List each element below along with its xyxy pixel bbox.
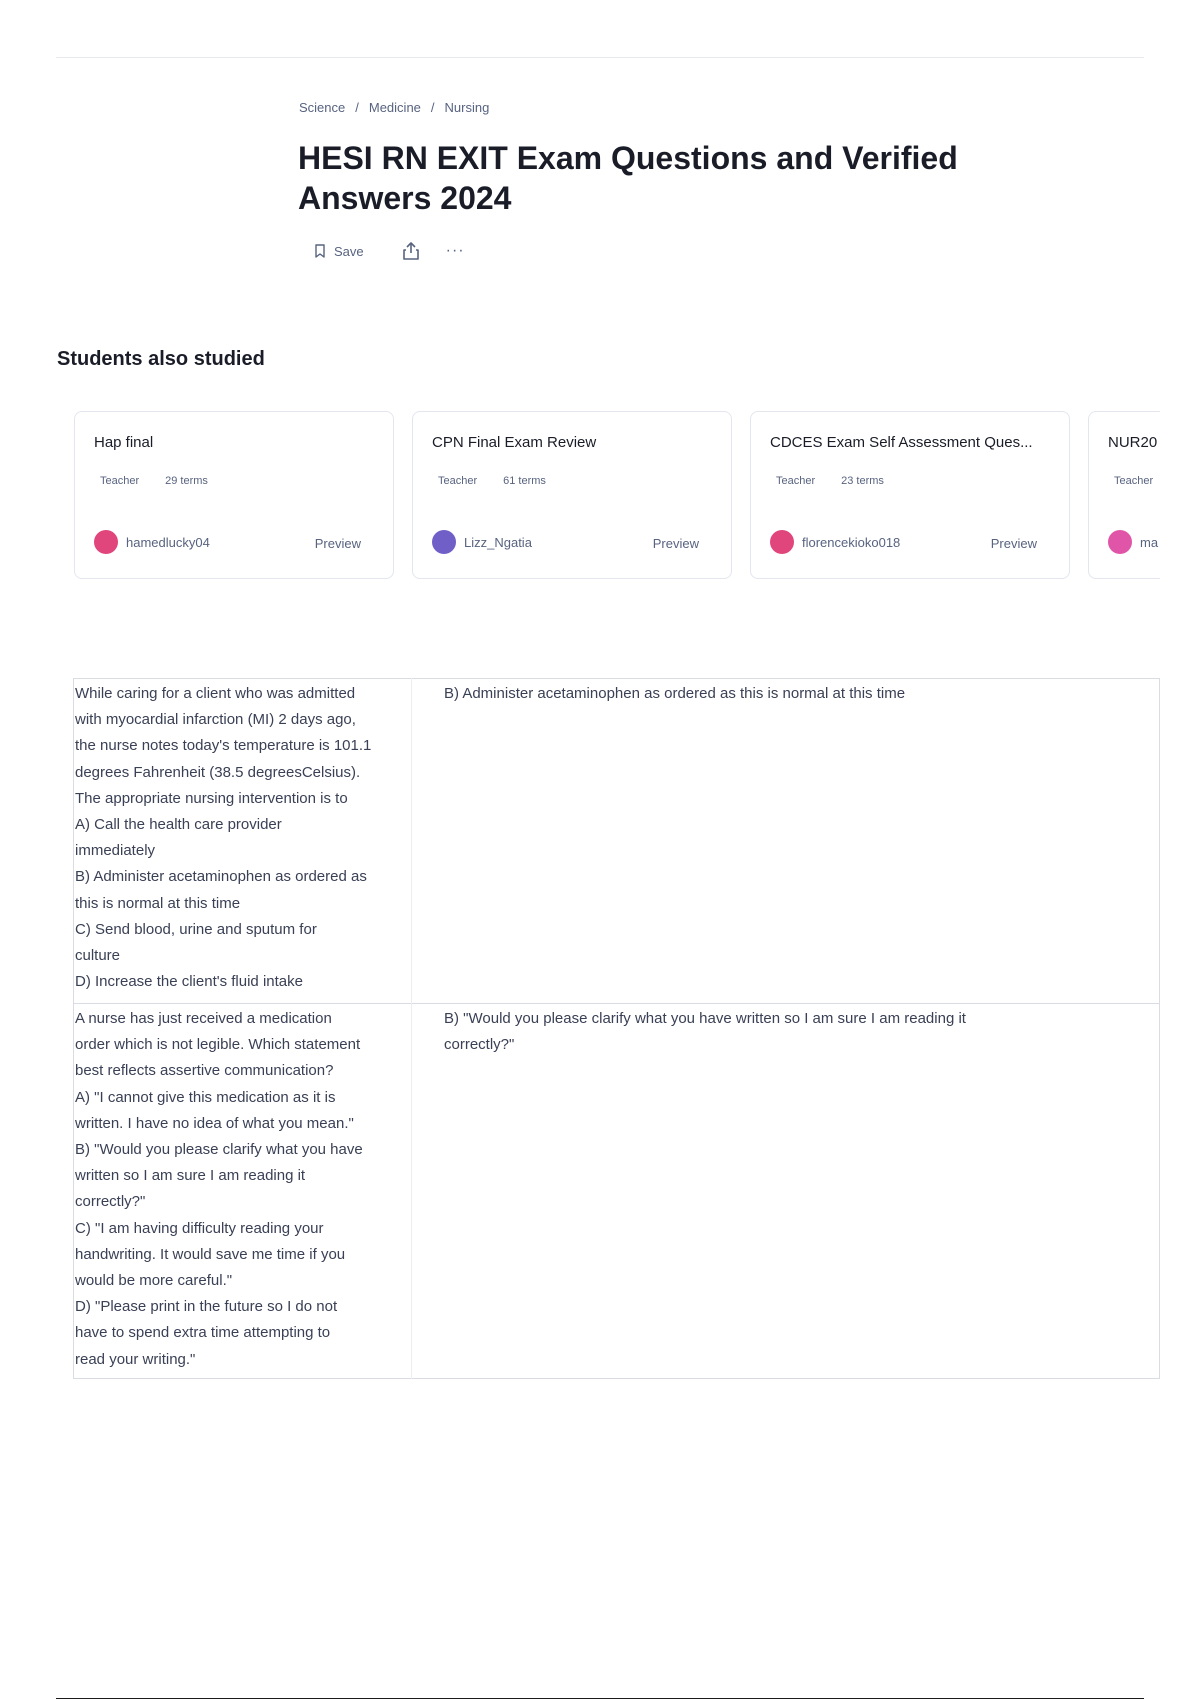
card-terms: 61 terms	[503, 475, 546, 487]
save-button[interactable]	[314, 244, 364, 259]
avatar	[770, 530, 794, 554]
card-title: NUR20	[1108, 434, 1158, 451]
breadcrumb-separator: /	[430, 100, 435, 115]
term-answer: B) "Would you please clarify what you have written so I am sure I am reading it correctly?"	[444, 1010, 966, 1054]
card-title: CPN Final Exam Review	[432, 434, 597, 451]
card-author	[94, 530, 210, 554]
avatar	[1108, 530, 1132, 554]
breadcrumb-medicine[interactable]: Medicine	[368, 100, 421, 115]
term-question: A nurse has just received a medication order which is not legible. Which statement best reflects assertive communication? A) "I cannot give this medication as it is written. I have no idea of what you mean." B) "Would you please clarify what you have written so I am sure I am reading it correctly?" C) "I am having difficulty reading your handwriting. It would save me time if you would be more careful." D) "Please print in the future so I do not have to spend extra time attempting to read your writing."	[74, 1004, 412, 1379]
students-also-studied-heading: Students also studied	[57, 348, 265, 370]
study-set-card[interactable]	[1088, 411, 1160, 579]
top-divider	[56, 57, 1144, 58]
card-meta	[100, 475, 208, 487]
study-set-carousel	[74, 411, 1160, 581]
bookmark-icon	[314, 244, 326, 258]
card-role: Teacher	[776, 475, 816, 487]
author-name[interactable]: Lizz_Ngatia	[464, 534, 532, 550]
table-row	[74, 679, 1160, 1004]
card-title: CDCES Exam Self Assessment Ques...	[770, 434, 1033, 451]
card-meta	[1114, 475, 1160, 487]
card-terms: 29 terms	[165, 475, 208, 487]
author-name[interactable]: hamedlucky04	[126, 534, 210, 550]
card-meta	[776, 475, 884, 487]
term-question: While caring for a client who was admitted with myocardial infarction (MI) 2 days ago, the nurse notes today's temperature is 101.1 degrees Fahrenheit (38.5 degreesCelsius). The appropriate nursing intervention is to A) Call the health care provider immediately B) Administer acetaminophen as ordered as this is normal at this time C) Send blood, urine and sputum for culture D) Increase the client's fluid intake	[74, 679, 412, 1004]
terms-table	[73, 678, 1160, 1379]
term-answer: B) Administer acetaminophen as ordered as this is normal at this time	[444, 685, 906, 702]
author-name[interactable]: florencekioko018	[802, 534, 901, 550]
preview-button[interactable]: Preview	[652, 536, 699, 551]
set-actions	[314, 240, 465, 262]
card-author	[432, 530, 532, 554]
page-title: HESI RN EXIT Exam Questions and Verified Answers 2024	[298, 140, 958, 216]
breadcrumb	[299, 100, 489, 115]
avatar	[94, 530, 118, 554]
table-row	[74, 1004, 1160, 1379]
breadcrumb-separator: /	[355, 100, 359, 115]
card-terms: 23 terms	[841, 475, 884, 487]
card-role: Teacher	[438, 475, 478, 487]
avatar	[432, 530, 456, 554]
card-title: Hap final	[94, 434, 154, 451]
card-author	[770, 530, 900, 554]
study-set-card[interactable]	[750, 411, 1070, 579]
preview-button[interactable]: Preview	[314, 536, 361, 551]
card-role: Teacher	[100, 475, 140, 487]
study-set-card[interactable]	[74, 411, 394, 579]
card-role: Teacher	[1114, 475, 1154, 487]
save-label: Save	[334, 243, 364, 259]
breadcrumb-nursing[interactable]: Nursing	[444, 100, 490, 115]
breadcrumb-science[interactable]: Science	[299, 100, 346, 115]
author-name[interactable]: ma	[1140, 534, 1159, 550]
preview-button[interactable]: Preview	[990, 536, 1037, 551]
bottom-divider	[56, 1698, 1144, 1699]
share-icon[interactable]	[400, 240, 422, 262]
more-options-icon[interactable]: ···	[445, 242, 465, 259]
card-author	[1108, 530, 1158, 554]
study-set-card[interactable]	[412, 411, 732, 579]
card-meta	[438, 475, 546, 487]
